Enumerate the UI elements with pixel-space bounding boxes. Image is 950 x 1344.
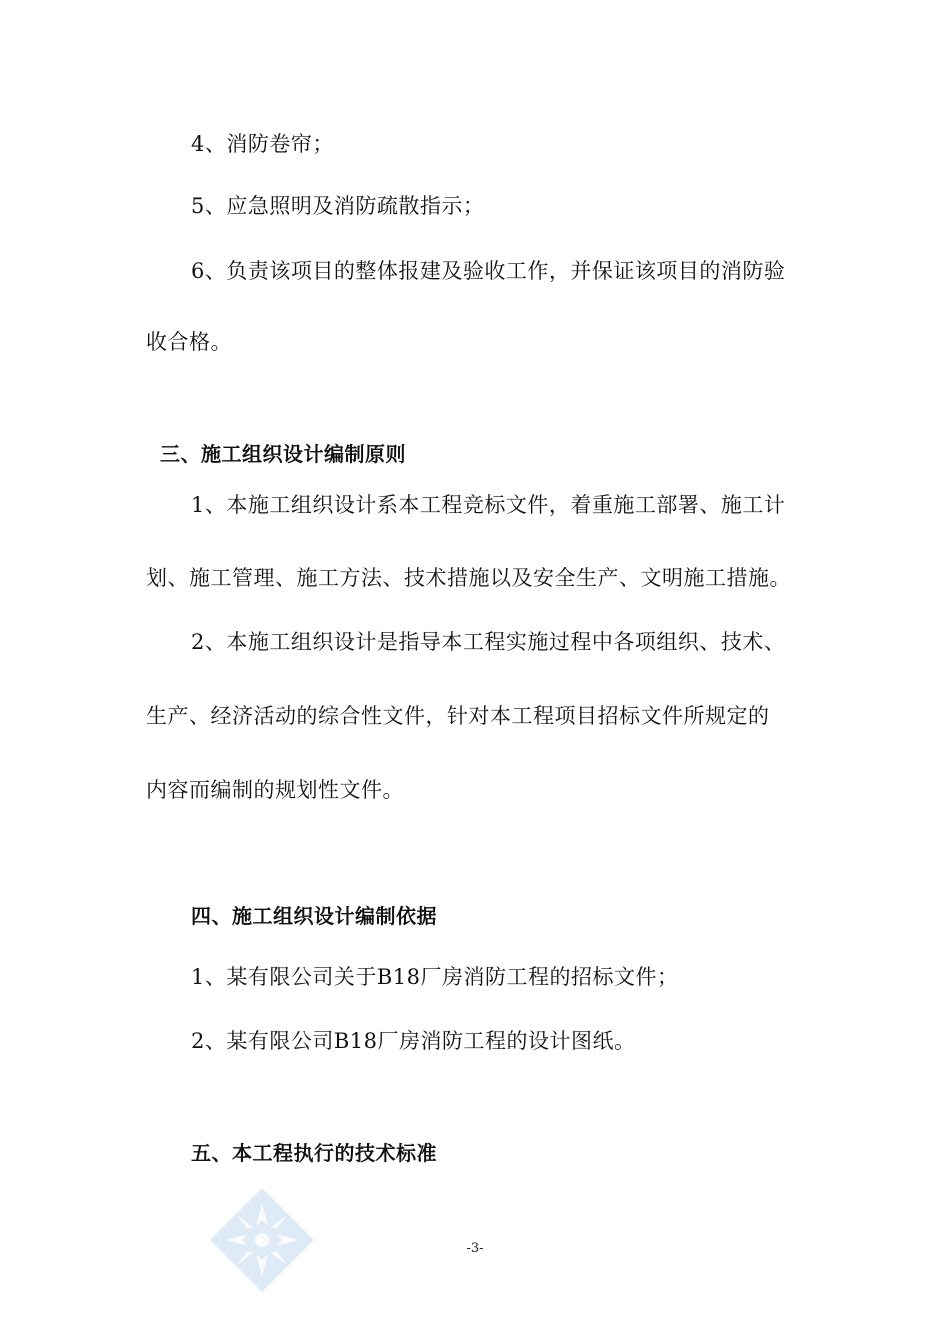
principle-1-line-2: 划、施工管理、施工方法、技术措施以及安全生产、文明施工措施。 [146, 566, 791, 590]
section-heading-4: 四、施工组织设计编制依据 [191, 904, 437, 928]
section-heading-5: 五、本工程执行的技术标准 [191, 1141, 437, 1165]
list-item-4: 4、消防卷帘； [191, 132, 334, 156]
principle-2-line-2: 生产、经济活动的综合性文件，针对本工程项目招标文件所规定的 [146, 704, 770, 728]
snowflake-logo-icon [208, 1186, 316, 1294]
page-number: -3- [466, 1241, 484, 1256]
basis-item-1: 1、某有限公司关于B18厂房消防工程的招标文件； [191, 965, 679, 989]
section-heading-3: 三、施工组织设计编制原则 [160, 442, 406, 466]
list-item-6-line-2: 收合格。 [146, 330, 232, 354]
basis-item-2: 2、某有限公司B18厂房消防工程的设计图纸。 [191, 1029, 636, 1053]
principle-1-line-1: 1、本施工组织设计系本工程竞标文件，着重施工部署、施工计 [191, 493, 786, 517]
principle-2-line-1: 2、本施工组织设计是指导本工程实施过程中各项组织、技术、 [191, 630, 786, 654]
list-item-5: 5、应急照明及消防疏散指示； [191, 194, 485, 218]
principle-2-line-3: 内容而编制的规划性文件。 [146, 778, 404, 802]
list-item-6-line-1: 6、负责该项目的整体报建及验收工作，并保证该项目的消防验 [191, 259, 786, 283]
